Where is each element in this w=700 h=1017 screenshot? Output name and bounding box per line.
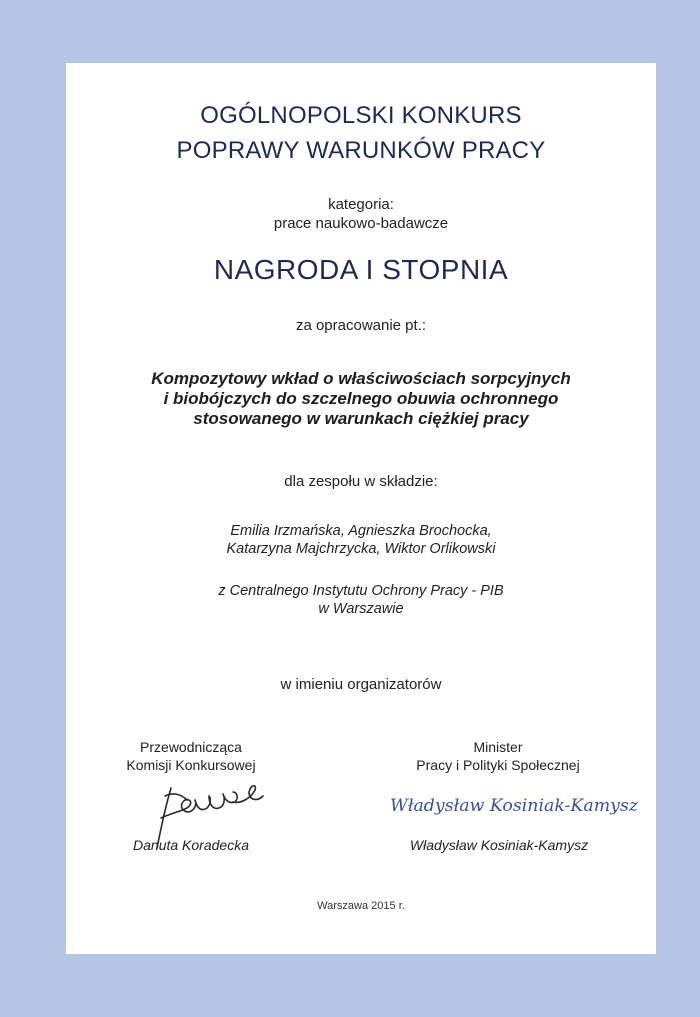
right-signature-mark: [386, 785, 646, 825]
right-signatory-role: [373, 738, 623, 774]
institute-line-2: w Warszawie: [318, 601, 404, 617]
team-members-line-1: Emilia Irzmańska, Agnieszka Brochocka,: [230, 523, 492, 539]
left-role-line-2: Komisji Konkursowej: [126, 757, 256, 773]
team-members-line-2: Katarzyna Majchrzycka, Wiktor Orlikowski: [226, 541, 496, 557]
left-role-line-1: Przewodnicząca: [140, 739, 242, 755]
category-label: kategoria:: [328, 196, 394, 213]
work-intro: za opracowanie pt.:: [295, 317, 427, 334]
work-title-line-1: Kompozytowy wkład o właściwościach sorpcyjnych: [151, 369, 571, 388]
team-intro: dla zespołu w składzie:: [284, 473, 438, 490]
title-line-1: OGÓLNOPOLSKI KONKURS: [200, 102, 522, 129]
left-signatory-role: [66, 738, 316, 774]
award-title: NAGRODA I STOPNIA: [213, 254, 509, 285]
diploma-page: [66, 63, 656, 954]
work-title-line-3: stosowanego w warunkach ciężkiej pracy: [193, 409, 529, 428]
right-role-line-1: Minister: [473, 739, 523, 755]
title-line-2: POPRAWY WARUNKÓW PRACY: [176, 137, 546, 164]
organizers-line: w imieniu organizatorów: [280, 676, 442, 693]
category-value: prace naukowo-badawcze: [273, 215, 449, 232]
right-signatory-name: Władysław Kosiniak-Kamysz: [409, 837, 589, 853]
institute-line-1: z Centralnego Instytutu Ochrony Pracy - PIB: [218, 583, 504, 599]
footer-place-date: Warszawa 2015 r.: [317, 900, 405, 912]
work-title-line-2: i biobójczych do szczelnego obuwia ochronnego: [163, 389, 559, 408]
left-signatory-name: Danuta Koradecka: [133, 837, 249, 853]
svg-text:Władysław Kosiniak-Kamysz: Władysław Kosiniak-Kamysz: [390, 796, 640, 816]
right-role-line-2: Pracy i Polityki Społecznej: [416, 757, 580, 773]
